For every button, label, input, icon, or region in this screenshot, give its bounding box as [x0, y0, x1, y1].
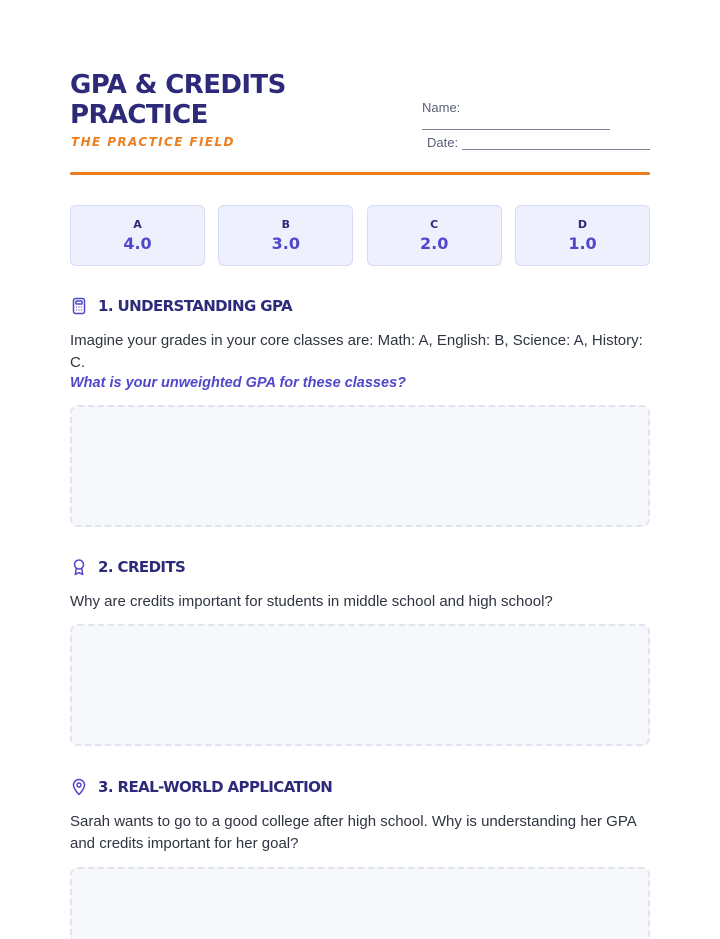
- grade-card-b: [218, 205, 353, 266]
- section-2-heading: [70, 558, 185, 576]
- section-prompt: Sarah wants to go to a good college after high school. Why is understanding her GPA and credits important for her goal?: [70, 813, 636, 852]
- name-field[interactable]: [422, 129, 610, 130]
- section-prompt: Imagine your grades in your core classes are: Math: A, English: B, Science: A, History: C.: [70, 332, 643, 371]
- answer-box-2[interactable]: [70, 624, 650, 746]
- calculator-icon: [70, 297, 88, 315]
- grade-letter: C: [430, 218, 439, 231]
- grade-value: 3.0: [271, 234, 300, 253]
- section-question: What is your unweighted GPA for these classes?: [70, 375, 406, 391]
- section-title: 2. CREDITS: [98, 558, 186, 576]
- date-row: [427, 135, 650, 150]
- section-3-heading: [70, 778, 332, 796]
- grade-scale: [70, 205, 650, 266]
- grade-value: 2.0: [419, 234, 449, 253]
- grade-card-c: [367, 205, 502, 266]
- grade-card-d: [515, 205, 650, 266]
- section-title: 1. UNDERSTANDING GPA: [98, 297, 293, 315]
- section-title: 3. REAL-WORLD APPLICATION: [98, 778, 333, 796]
- grade-value: 4.0: [123, 234, 152, 253]
- answer-box-3[interactable]: [70, 867, 650, 939]
- page-subtitle: THE PRACTICE FIELD: [71, 135, 235, 149]
- answer-box-1[interactable]: [70, 405, 650, 527]
- name-label: Name:: [422, 100, 461, 115]
- grade-letter: D: [577, 218, 588, 231]
- grade-letter: A: [133, 218, 142, 231]
- grade-card-a: [70, 205, 205, 266]
- grade-letter: B: [281, 218, 291, 231]
- date-field[interactable]: [462, 138, 650, 150]
- grade-value: 1.0: [568, 234, 597, 253]
- section-prompt: Why are credits important for students in middle school and high school?: [70, 593, 553, 610]
- header-divider: [70, 172, 650, 175]
- award-icon: [70, 558, 88, 576]
- worksheet-page: [70, 0, 650, 932]
- date-label: Date:: [427, 135, 459, 150]
- location-pin-icon: [70, 778, 88, 796]
- section-1-heading: [70, 297, 292, 315]
- page-title: GPA & CREDITS PRACTICE: [70, 70, 286, 130]
